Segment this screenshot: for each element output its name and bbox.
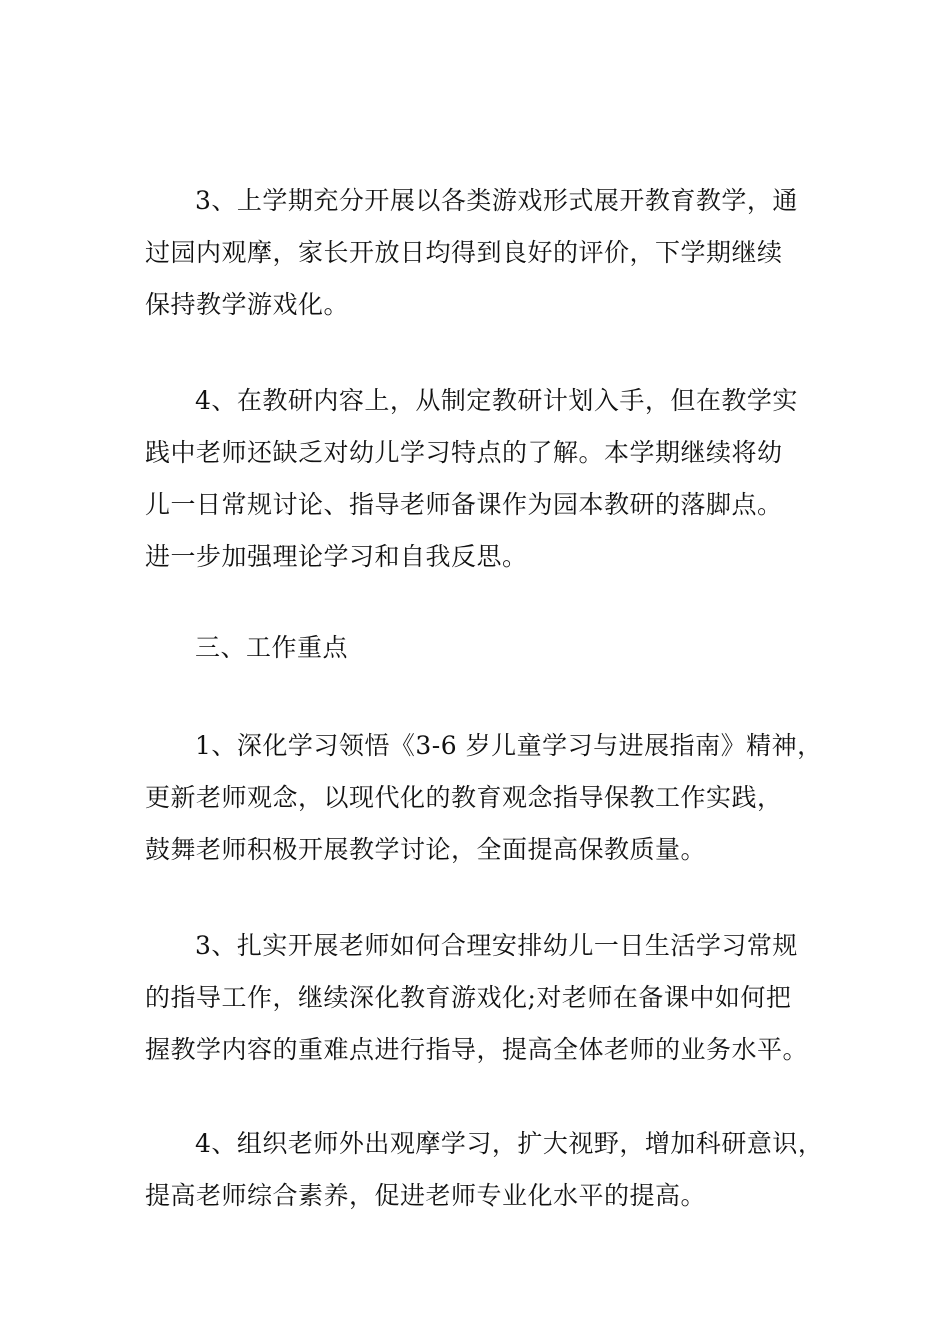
- section-heading-work-focus: [145, 622, 835, 674]
- paragraph-line: 保持教学游戏化。: [145, 290, 350, 319]
- paragraph-item-3-games: [145, 175, 835, 331]
- paragraph-line: 过园内观摩，家长开放日均得到良好的评价，下学期继续: [145, 238, 783, 267]
- paragraph-line: 1、深化学习领悟《3-6 岁儿童学习与进展指南》精神，: [195, 731, 823, 760]
- paragraph-line: 4、在教研内容上，从制定教研计划入手，但在教学实: [195, 386, 798, 415]
- paragraph-line: 3、上学期充分开展以各类游戏形式展开教育教学，通: [195, 186, 798, 215]
- paragraph-item-4-research: [145, 375, 835, 583]
- paragraph-line: 更新老师观念，以现代化的教育观念指导保教工作实践，: [145, 783, 783, 812]
- paragraph-focus-4: [145, 1118, 835, 1222]
- paragraph-line: 的指导工作，继续深化教育游戏化;对老师在备课中如何把: [145, 983, 792, 1012]
- paragraph-line: 儿一日常规讨论、指导老师备课作为园本教研的落脚点。: [145, 490, 783, 519]
- paragraph-focus-3: [145, 920, 835, 1076]
- paragraph-line: 提高老师综合素养，促进老师专业化水平的提高。: [145, 1181, 707, 1210]
- paragraph-line: 践中老师还缺乏对幼儿学习特点的了解。本学期继续将幼: [145, 438, 783, 467]
- paragraph-line: 进一步加强理论学习和自我反思。: [145, 542, 528, 571]
- section-heading-text: 三、工作重点: [195, 633, 349, 662]
- paragraph-line: 3、扎实开展老师如何合理安排幼儿一日生活学习常规: [195, 931, 798, 960]
- paragraph-line: 握教学内容的重难点进行指导，提高全体老师的业务水平。: [145, 1035, 809, 1064]
- paragraph-line: 鼓舞老师积极开展教学讨论，全面提高保教质量。: [145, 835, 707, 864]
- paragraph-line: 4、组织老师外出观摩学习，扩大视野，增加科研意识，: [195, 1129, 824, 1158]
- paragraph-focus-1: [145, 720, 835, 876]
